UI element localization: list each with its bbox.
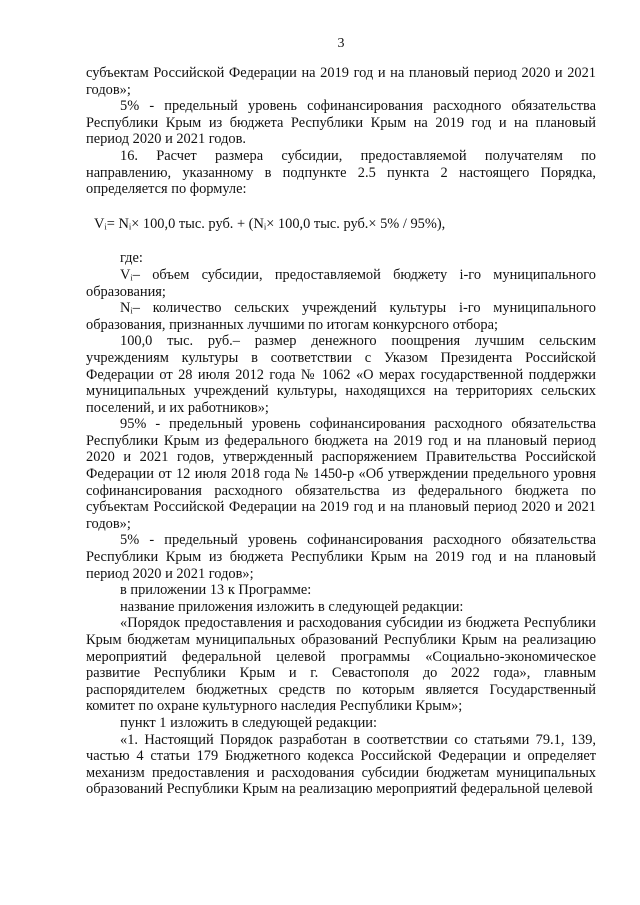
paragraph-point-1-change: пункт 1 изложить в следующей редакции: xyxy=(120,714,377,731)
paragraph-new-title: «Порядок предоставления и расходования субсидии из бюджета Республики Крым бюджетам муниципальных образований Республики Крым на реализацию мероприятий федеральной целевой программы «Социально-экономическое развитие Республики Крым и г. Севастополя до 2022 года», главным распорядителем бюджетных средств по которым является Государственный комитет по охране культурного наследия Республики Крым»; xyxy=(86,615,596,715)
formula: Vᵢ= Nᵢ× 100,0 тыс. руб. + (Nᵢ× 100,0 тыс. руб.× 5% / 95%), xyxy=(94,215,446,232)
paragraph-continuation: субъектам Российской Федерации на 2019 год и на плановый период 2020 и 2021 годов»; xyxy=(86,65,596,98)
paragraph-vi-definition: Vᵢ– объем субсидии, предоставляемой бюджету i-го муниципального образования; xyxy=(86,266,596,300)
paragraph-reward-definition: 100,0 тыс. руб.– размер денежного поощрения лучшим сельским учреждениям культуры в соответствии с Указом Президента Российской Федерации от 28 июля 2012 года № 1062 «О мерах государственной поддержки муниципальных учреждений культуры, находящихся на территориях сельских поселений, и их работников»; xyxy=(86,333,596,416)
paragraph-title-change: название приложения изложить в следующей редакции: xyxy=(120,598,464,615)
paragraph-five-percent-first: 5% - предельный уровень софинансирования расходного обязательства Республики Крым из бюджета Республики Крым на 2019 год и на плановый период 2020 и 2021 годов. xyxy=(86,98,596,148)
paragraph-item-16: 16. Расчет размера субсидии, предоставляемой получателям по направлению, указанному в подпункте 2.5 пункта 2 настоящего Порядка, определяется по формуле: xyxy=(86,147,596,198)
paragraph-where: где: xyxy=(120,250,143,267)
page-number: 3 xyxy=(337,36,345,51)
paragraph-appendix-13: в приложении 13 к Программе: xyxy=(120,582,312,599)
document-body xyxy=(86,65,596,798)
paragraph-ninety-five-percent: 95% - предельный уровень софинансирования расходного обязательства Республики Крым из федерального бюджета на 2019 год и на плановый период 2020 и 2021 годов, утвержденный распоряжением Правительства Российской Федерации от 12 июля 2018 года № 1450-р «Об утверждении предельного уровня софинансирования расходного обязательства из федерального бюджета по субъектам Российской Федерации на 2019 год и на плановый период 2020 и 2021 годов»; xyxy=(86,416,596,532)
paragraph-ni-definition: Nᵢ– количество сельских учреждений культуры i-го муниципального образования, признанных лучшими по итогам конкурсного отбора; xyxy=(86,300,596,333)
paragraph-point-1-text: «1. Настоящий Порядок разработан в соответствии со статьями 79.1, 139, частью 4 статьи 179 Бюджетного кодекса Российской Федерации и определяет механизм предоставления и расходования субсидии бюджетам муниципальных образований Республики Крым на реализацию мероприятий федеральной целевой xyxy=(86,731,596,798)
paragraph-five-percent-second: 5% - предельный уровень софинансирования расходного обязательства Республики Крым из бюджета Республики Крым на 2019 год и на плановый период 2020 и 2021 годов»; xyxy=(86,532,596,582)
